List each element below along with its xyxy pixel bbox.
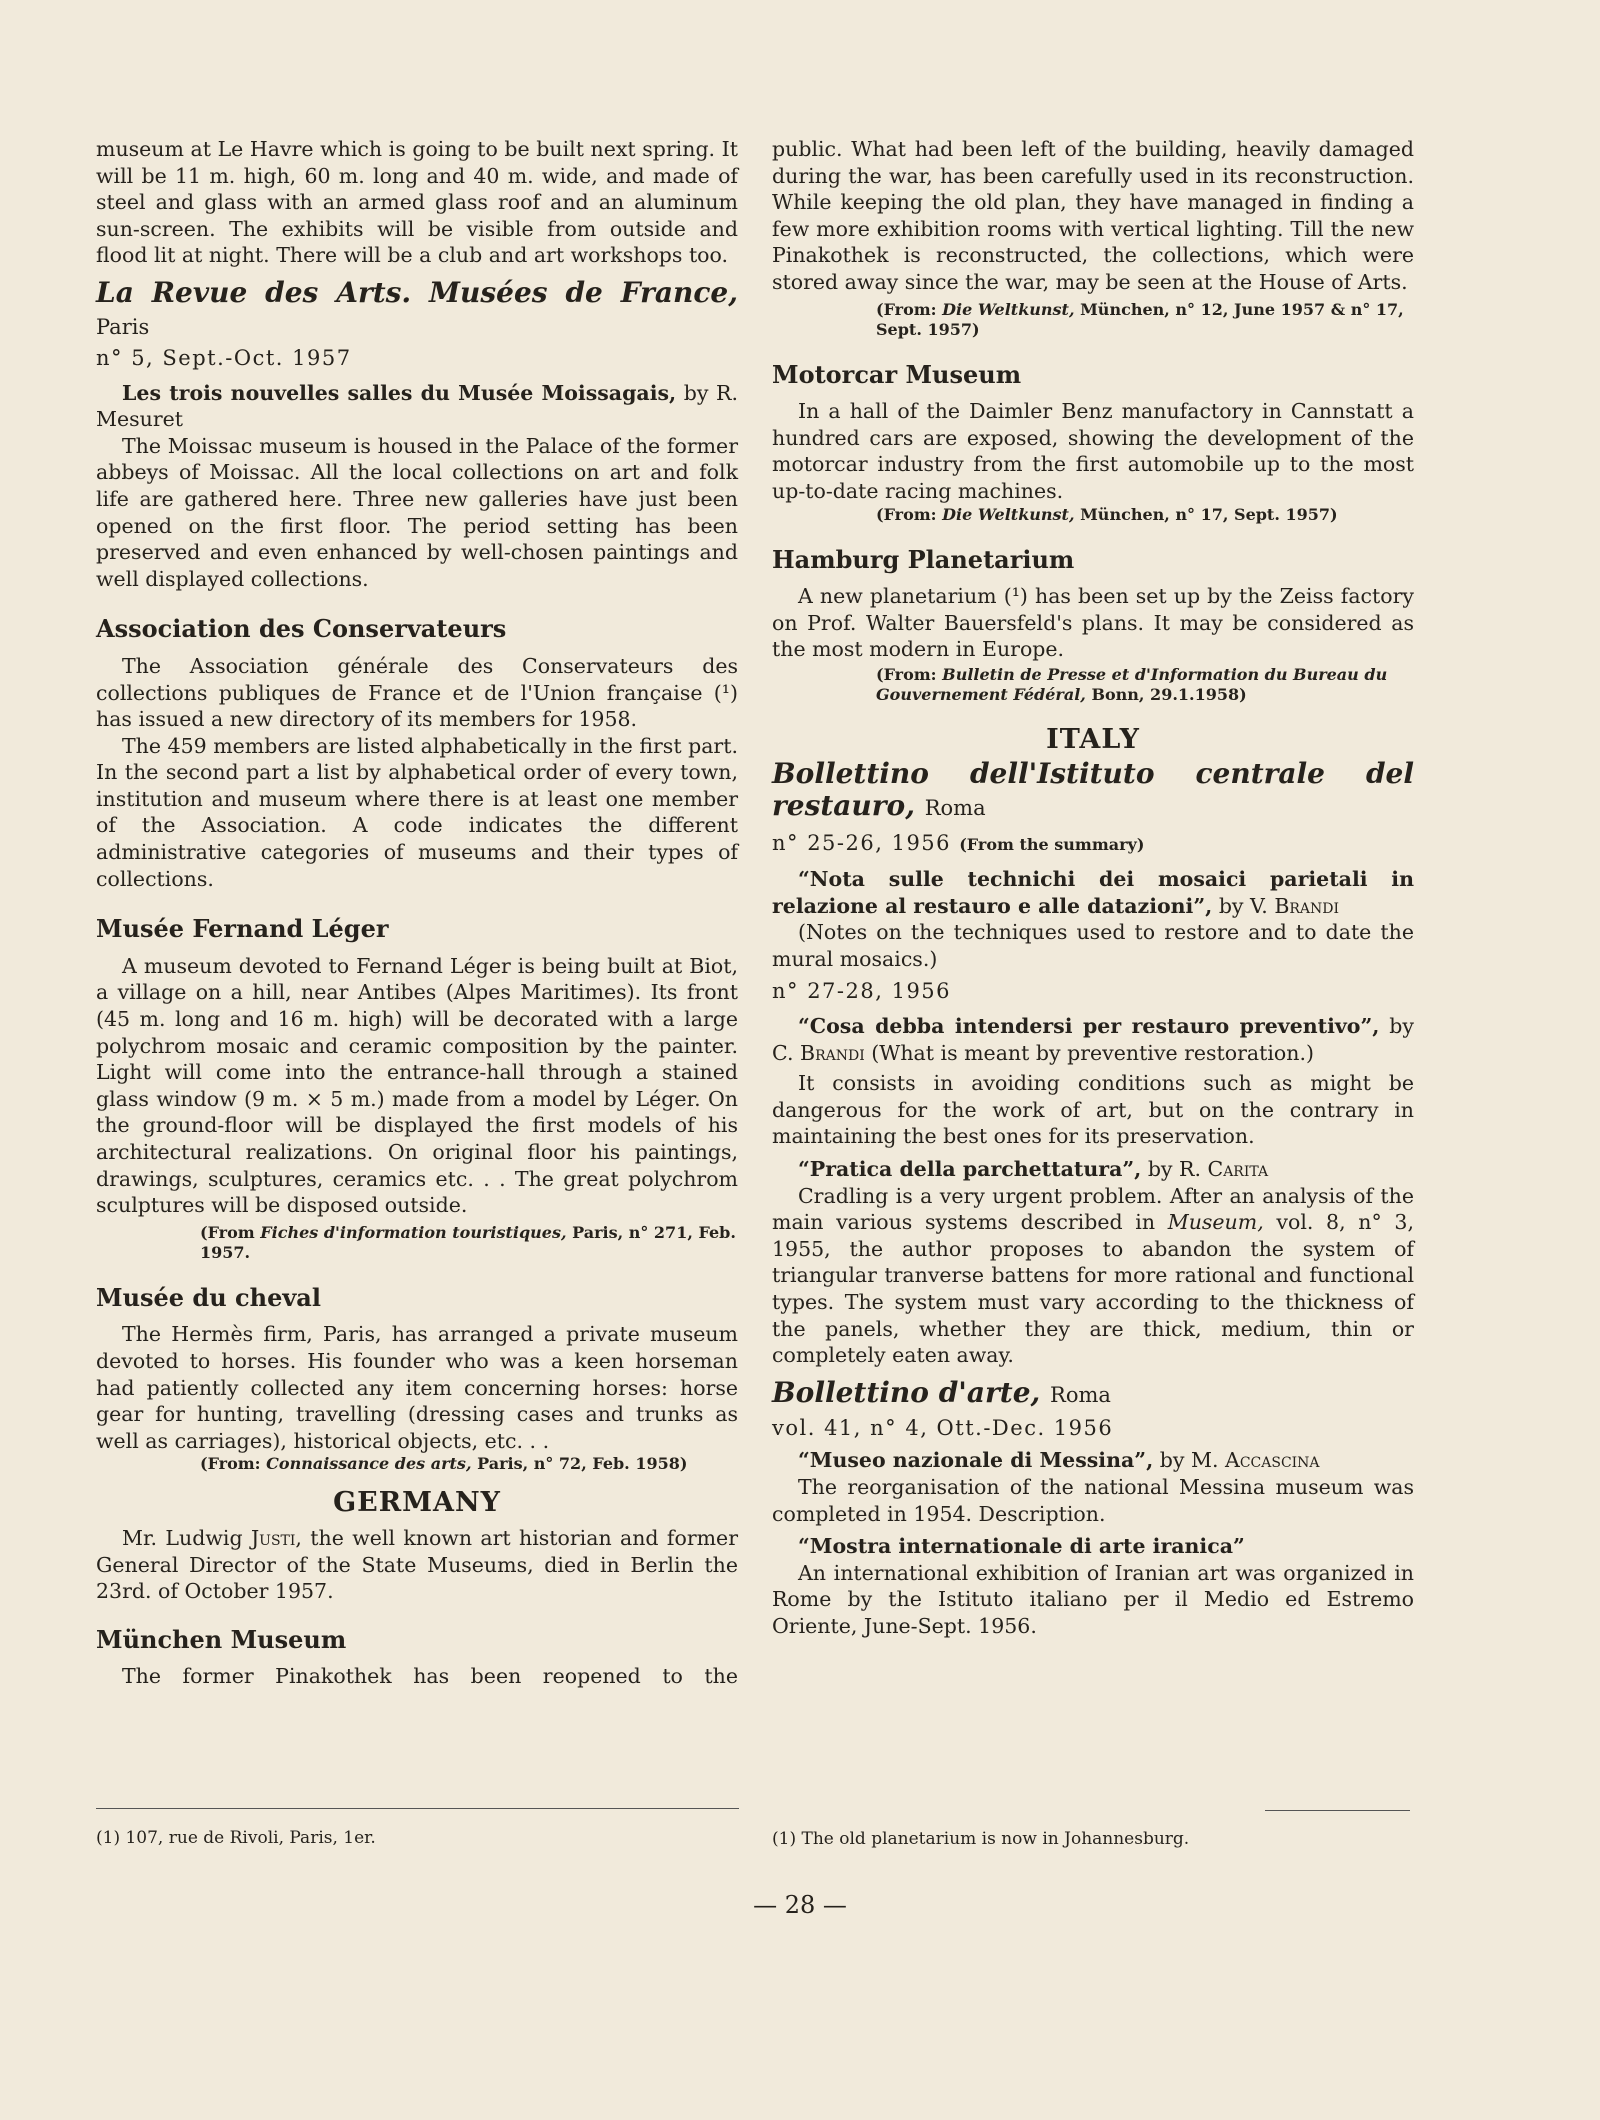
paragraph: It consists in avoiding conditions such as might be dangerous for the work of art, but on the contrary in maintaining the best ones for its preservation.: [772, 1071, 1414, 1149]
section-heading: Musée Fernand Léger: [96, 914, 389, 944]
source-citation: (From: Connaissance des arts, Paris, n° 72, Feb. 1958): [200, 1454, 688, 1474]
article-title: “Mostra internationale di arte iranica”: [798, 1534, 1245, 1559]
section-heading: Hamburg Planetarium: [772, 544, 1075, 574]
paragraph: Cradling is a very urgent problem. After an analysis of the main various systems described in Museum, vol. 8, n° 3, 1955, the author proposes to abandon the system of triangular tranverse battens for more rational and functional types. The system must vary according to the thickness of the panels, whether they are thick, medium, thin or completely eaten away.: [772, 1183, 1414, 1368]
article-title: “Museo nazionale di Messina”, by M. Accascina: [798, 1448, 1320, 1473]
footnote: (1) 107, rue de Rivoli, Paris, 1er.: [96, 1828, 376, 1848]
paragraph: A museum devoted to Fernand Léger is being built at Biot, a village on a hill, near Antibes (Alpes Maritimes). Its front (45 m. long and 16 m. high) will be decorated with a large polychrom mosaic and ceramic composition by the painter. Light will come into the entrance-hall through a stained glass window (9 m. × 5 m.) made from a model by Léger. On the ground-floor will be displayed the first models of his architectural realizations. On original floor his paintings, drawings, sculptures, ceramics etc. . . The great polychrom sculptures will be disposed outside.: [96, 953, 738, 1218]
publication-title: Bollettino d'arte, Roma: [772, 1375, 1111, 1409]
country-heading: GERMANY: [333, 1487, 501, 1519]
paragraph: In a hall of the Daimler Benz manufactory in Cannstatt a hundred cars are exposed, showing the development of the motorcar industry from the first automobile up to the most up-to-date racing machines.: [772, 399, 1414, 503]
paragraph: museum at Le Havre which is going to be built next spring. It will be 11 m. high, 60 m. long and 40 m. wide, and made of steel and glass with an armed glass roof and an aluminum sun-screen. The exhibits will be visible from outside and flood lit at night. There will be a club and art workshops too.: [96, 137, 738, 268]
paragraph: The Moissac museum is housed in the Palace of the former abbeys of Moissac. All the local collections on art and folk life are gathered here. Three new galleries have just been opened on the first floor. The period setting has been preserved and even enhanced by well-chosen paintings and well displayed collections.: [96, 433, 738, 591]
paragraph: The Hermès firm, Paris, has arranged a private museum devoted to horses. His founder who was a keen horseman had patiently collected any item concerning horses: horse gear for hunting, travelling (dressing cases and trunks as well as carriages), historical objects, etc. . .: [96, 1322, 738, 1453]
source-citation: (From: Bulletin de Presse et d'Information du Bureau du Gouvernement Fédéral, Bonn, 29.1.1958): [876, 664, 1388, 704]
section-heading: Association des Conservateurs: [96, 614, 507, 644]
section-heading: Musée du cheval: [96, 1282, 321, 1312]
footnote-rule: [1265, 1810, 1410, 1811]
paragraph: (Notes on the techniques used to restore and to date the mural mosaics.): [772, 920, 1414, 971]
issue-line: n° 5, Sept.-Oct. 1957: [96, 345, 352, 370]
article-title: “Pratica della parchettatura”, by R. Carita: [798, 1157, 1269, 1182]
page-number: — 28 —: [753, 1891, 847, 1919]
issue-line: vol. 41, n° 4, Ott.-Dec. 1956: [772, 1415, 1114, 1440]
section-heading: Motorcar Museum: [772, 359, 1022, 389]
footnote: (1) The old planetarium is now in Johannesburg.: [772, 1829, 1190, 1849]
publication-title: La Revue des Arts. Musées de France, Paris: [96, 275, 738, 339]
left-column: [96, 136, 738, 1690]
paragraph: An international exhibition of Iranian art was organized in Rome by the Istituto italiano per il Medio ed Estremo Oriente, June-Sept. 1956.: [772, 1560, 1414, 1638]
source-citation: (From Fiches d'information touristiques, Paris, n° 271, Feb. 1957.: [200, 1222, 736, 1262]
paragraph: A new planetarium (¹) has been set up by the Zeiss factory on Prof. Walter Bauersfeld's plans. It may be considered as the most modern in Europe.: [772, 584, 1414, 662]
paragraph: The former Pinakothek has been reopened to the: [122, 1664, 738, 1689]
paragraph: The Association générale des Conservateurs des collections publiques de France et de l'Union française (¹) has issued a new directory of its members for 1958.: [96, 653, 738, 732]
footnote-rule: [96, 1808, 739, 1809]
paragraph: The 459 members are listed alphabetically in the first part. In the second part a list by alphabetical order of every town, institution and museum where there is at least one member of the Association. A code indicates the different administrative categories of museums and their types of collections.: [96, 733, 738, 891]
article-title: “Nota sulle technichi dei mosaici parietali in relazione al restauro e alle datazioni”, by V. Brandi: [772, 867, 1414, 918]
article-title: Les trois nouvelles salles du Musée Moissagais, by R. Mesuret: [96, 380, 738, 432]
right-column: [772, 136, 1414, 1640]
source-citation: (From: Die Weltkunst, München, n° 17, Sept. 1957): [876, 504, 1338, 524]
publication-title: Bollettino dell'Istituto centrale del restauro, Roma: [772, 756, 1414, 822]
country-heading: ITALY: [1046, 723, 1140, 755]
paragraph: The reorganisation of the national Messina museum was completed in 1954. Description.: [772, 1474, 1414, 1526]
paragraph: public. What had been left of the building, heavily damaged during the war, has been carefully used in its reconstruction. While keeping the old plan, they have managed in finding a few more exhibition rooms with vertical lighting. Till the new Pinakothek is reconstructed, the collections, which were stored away since the war, may be seen at the House of Arts.: [772, 137, 1414, 294]
issue-line: n° 27-28, 1956: [772, 979, 952, 1004]
paragraph: Mr. Ludwig Justi, the well known art historian and former General Director of the State Museums, died in Berlin the 23rd. of October 1957.: [96, 1525, 738, 1604]
section-heading: München Museum: [96, 1624, 347, 1654]
article-title: “Cosa debba intendersi per restauro preventivo”, by C. Brandi (What is meant by preventive restoration.): [772, 1014, 1414, 1065]
issue-line: n° 25-26, 1956 (From the summary): [772, 830, 1145, 855]
source-citation: (From: Die Weltkunst, München, n° 12, June 1957 & n° 17, Sept. 1957): [876, 299, 1404, 339]
